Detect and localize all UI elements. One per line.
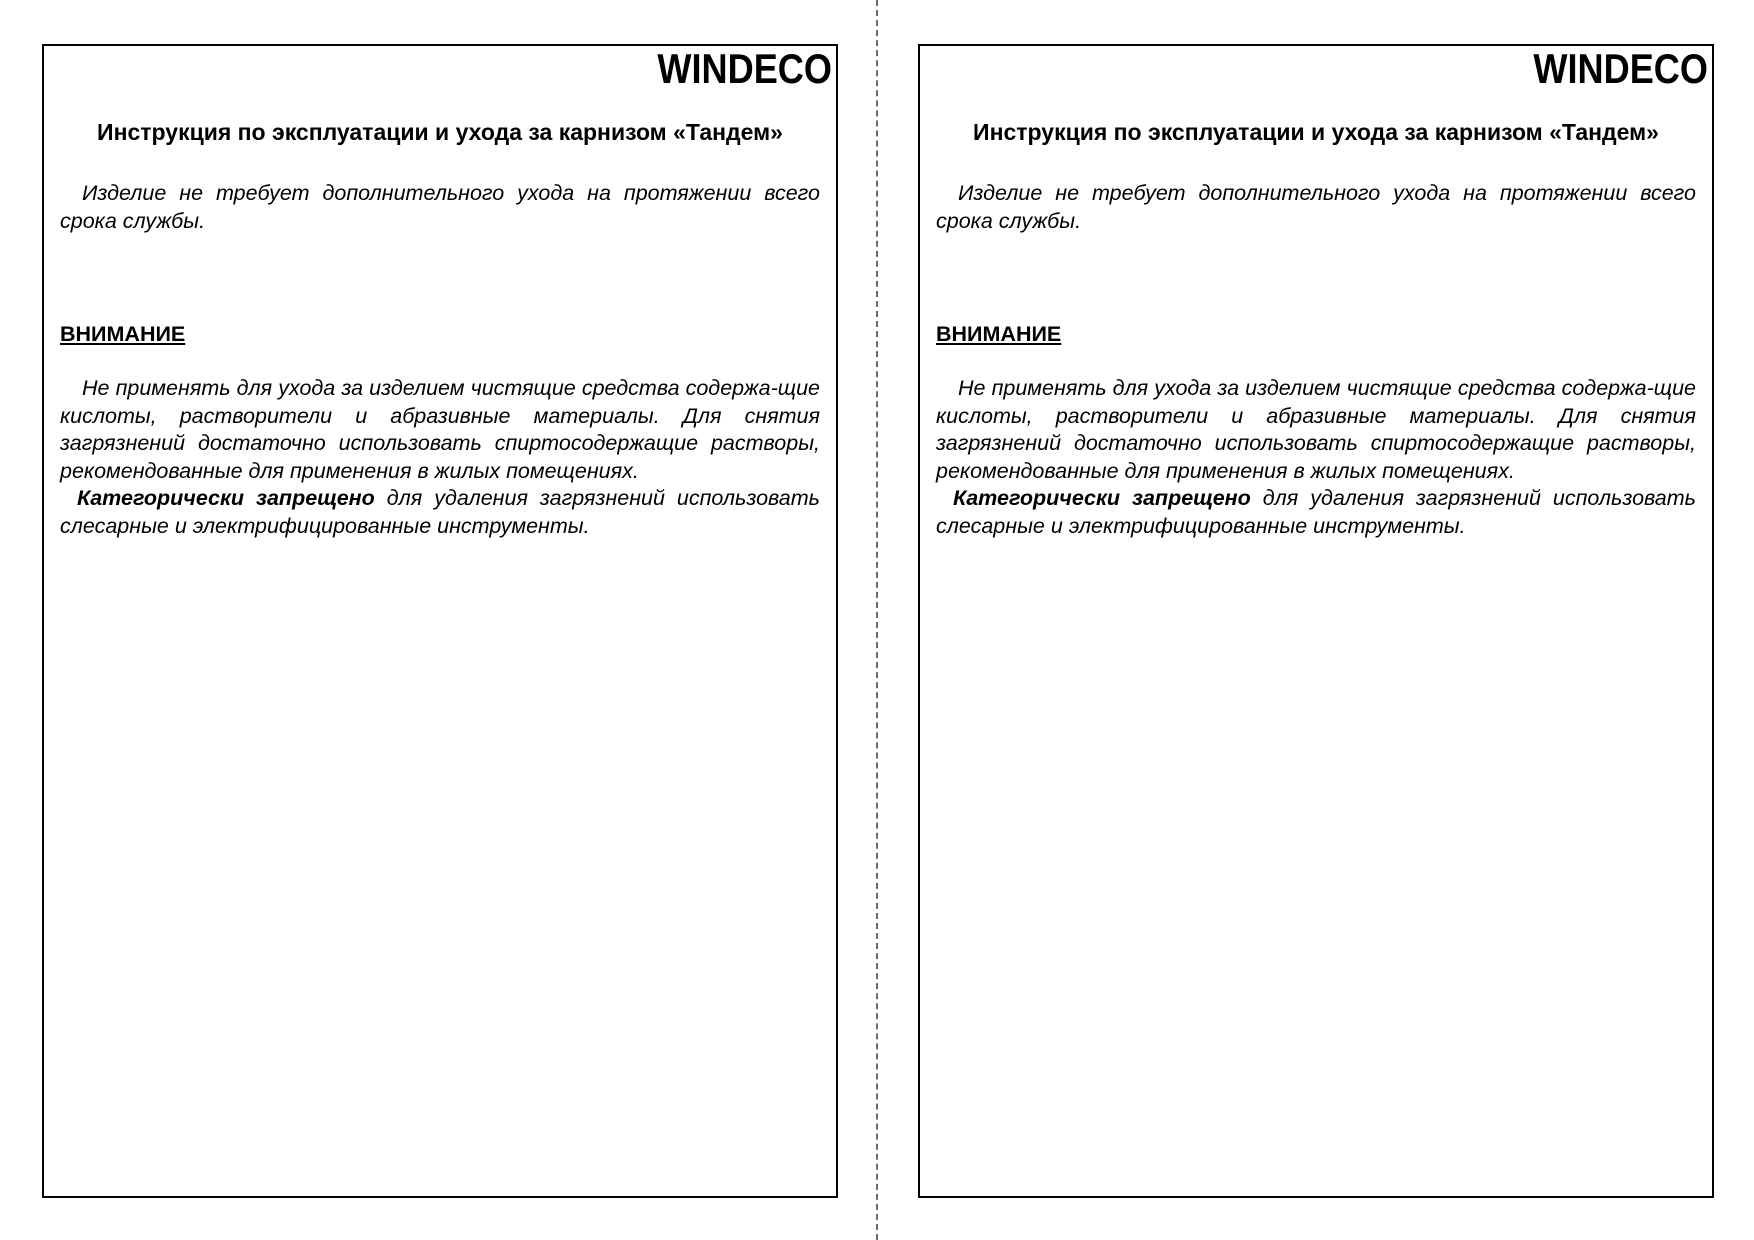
care-paragraph: Не применять для ухода за изделием чистящие средства содержа-щие кислоты, растворители и абразивные материалы. Для снятия загрязнений достаточно использовать спиртосодержащие растворы, рекомендованные для применения в жилых помещениях. — [60, 376, 820, 483]
instruction-card-left — [42, 44, 838, 1198]
intro-paragraph — [60, 180, 820, 235]
prohibition-text: для удаления загрязнений использовать слесарные и электрифицированные инструменты. — [936, 486, 1696, 538]
warning-heading: ВНИМАНИЕ — [936, 322, 1062, 346]
prohibition-text: для удаления загрязнений использовать слесарные и электрифицированные инструменты. — [60, 486, 820, 538]
windeco-logo: WINDECO — [1533, 45, 1708, 92]
prohibition-emphasis: Категорически запрещено — [77, 486, 375, 510]
care-instructions — [60, 375, 820, 540]
instruction-card-right — [918, 44, 1714, 1198]
instruction-title: Инструкция по эксплуатации и ухода за карнизом «Тандем» — [97, 119, 783, 145]
intro-paragraph — [936, 180, 1696, 235]
prohibition-emphasis: Категорически запрещено — [953, 486, 1251, 510]
warning-heading: ВНИМАНИЕ — [60, 322, 186, 346]
windeco-logo: WINDECO — [657, 45, 832, 92]
intro-text: Изделие не требует дополнительного ухода на протяжении всего срока службы. — [936, 181, 1696, 233]
intro-text: Изделие не требует дополнительного ухода на протяжении всего срока службы. — [60, 181, 820, 233]
care-paragraph: Не применять для ухода за изделием чистящие средства содержа-щие кислоты, растворители и абразивные материалы. Для снятия загрязнений достаточно использовать спиртосодержащие растворы, рекомендованные для применения в жилых помещениях. — [936, 376, 1696, 483]
cut-line — [876, 0, 878, 1240]
instruction-title: Инструкция по эксплуатации и ухода за карнизом «Тандем» — [973, 119, 1659, 145]
care-instructions — [936, 375, 1696, 540]
